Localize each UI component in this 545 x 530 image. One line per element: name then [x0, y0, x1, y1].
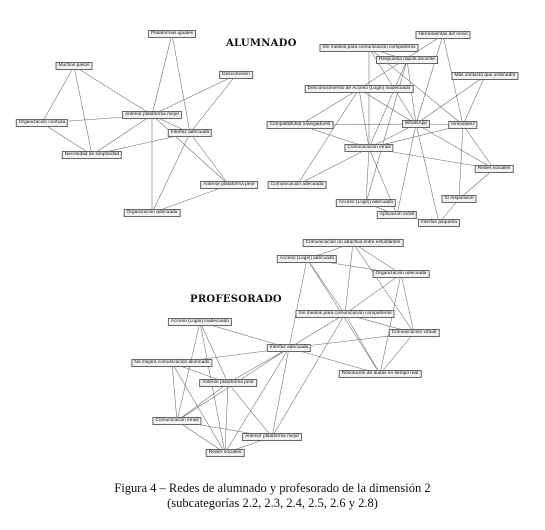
network-node-p6: Comunicación virtual — [389, 329, 440, 337]
network-node-p10: Anterior plataforma peor — [199, 379, 257, 387]
network-edge — [345, 274, 401, 314]
network-edge — [401, 274, 414, 333]
network-node-p7: Interfaz adecuada — [267, 344, 311, 352]
network-node-a6: Interfaz adecuada — [168, 129, 212, 137]
network-edge — [397, 124, 416, 215]
network-edge — [228, 348, 289, 383]
network-edge — [297, 89, 359, 185]
network-node-a2: Muchos pasos — [56, 62, 93, 70]
network-node-b8: Comunicación email — [344, 144, 393, 152]
network-edge — [74, 66, 92, 155]
network-edge — [380, 333, 414, 374]
network-edge — [190, 133, 229, 185]
network-edge — [272, 348, 289, 437]
network-node-a5: Anterior plataforma mejor — [122, 111, 182, 119]
network-edge — [300, 89, 359, 125]
network-node-a3: Desconexión — [219, 71, 253, 79]
network-edge — [463, 125, 494, 169]
network-node-p12: Anterior plataforma mejor — [242, 433, 302, 441]
network-node-b7: WhatsApp — [402, 120, 430, 128]
network-node-a9: Organización adecuada — [124, 209, 181, 217]
network-edge — [42, 66, 74, 123]
network-edge — [369, 60, 407, 148]
network-node-b10: Comunicación adecuada — [268, 181, 327, 189]
network-edge — [359, 89, 416, 124]
network-edge — [272, 314, 345, 437]
network-node-b1: Herramientas del móvil — [415, 31, 470, 39]
network-edge — [92, 115, 152, 155]
network-edge — [459, 125, 463, 199]
network-node-a1: Plataformas iguales — [148, 30, 196, 38]
network-edge — [380, 274, 401, 374]
title-profesorado: PROFESORADO — [190, 294, 282, 305]
network-node-b6: Compatibilidad navegadores — [267, 121, 334, 129]
network-edge — [74, 66, 152, 115]
network-node-p4: Acceso (Login) inadecuado — [168, 318, 232, 326]
network-edge — [289, 259, 307, 348]
network-edge — [190, 75, 236, 133]
network-edge — [152, 75, 236, 115]
network-edge — [297, 148, 369, 185]
network-node-p9: Resolución de dudas en tiempo real — [339, 370, 422, 378]
network-edge — [228, 383, 272, 437]
network-edge — [200, 322, 228, 383]
network-node-p3: Organización adecuada — [373, 270, 430, 278]
network-node-b9: Inmediatez — [448, 121, 477, 129]
network-edge — [416, 35, 443, 124]
network-node-p11: Comunicación email — [152, 417, 201, 425]
network-edge — [353, 243, 414, 333]
network-node-b13: Aplicación móvil — [377, 211, 417, 219]
network-edge — [359, 89, 369, 148]
network-edge — [416, 124, 439, 223]
network-edge — [152, 115, 229, 185]
network-node-b4: Desconocimiento de Acceso (Login) inadecuado — [305, 85, 414, 93]
network-edge — [289, 314, 345, 348]
network-node-p2: Acceso (Login) adecuado — [277, 255, 337, 263]
network-edge — [172, 363, 177, 421]
title-alumnado: ALUMNADO — [226, 38, 297, 49]
network-node-b14: Interfaz pequeña — [418, 219, 460, 227]
network-node-a7: Necesidad de simplicidad — [62, 151, 122, 159]
network-node-b11: Redes sociales — [475, 165, 514, 173]
figure-caption-line2: (subcategorías 2.2, 2.3, 2.4, 2.5, 2.6 y 2.8) — [167, 496, 378, 510]
network-node-b3: Respuesta rápida docente — [376, 56, 438, 64]
network-node-a8: Anterior plataforma peor — [200, 181, 258, 189]
network-node-p13: Redes sociales — [206, 449, 245, 457]
network-node-b5: Más contacto que ordenador — [451, 72, 518, 80]
network-node-b15: Sí responsive — [441, 195, 476, 203]
network-node-p5: Sin medios para comunicación compañeros — [295, 310, 394, 318]
network-node-p1: Comunicación no atractiva entre estudiantes — [303, 239, 404, 247]
network-node-p8: No mejora comunicación alumnado — [131, 359, 212, 367]
network-node-b12: Acceso (Login) adecuado — [336, 199, 396, 207]
network-node-a4: Organización confusa — [16, 119, 68, 127]
network-edge — [225, 383, 228, 453]
network-edge — [345, 314, 380, 374]
network-edge — [416, 76, 485, 124]
network-edge — [345, 243, 353, 314]
network-edge — [152, 34, 172, 115]
network-node-b2: Sin medios para comunicación compañeros — [319, 44, 418, 52]
network-edge — [200, 322, 225, 453]
network-edge — [307, 259, 345, 314]
network-edge — [443, 35, 463, 125]
figure-caption-line1: Figura 4 – Redes de alumnado y profesorado de la dimensión 2 — [114, 481, 431, 495]
